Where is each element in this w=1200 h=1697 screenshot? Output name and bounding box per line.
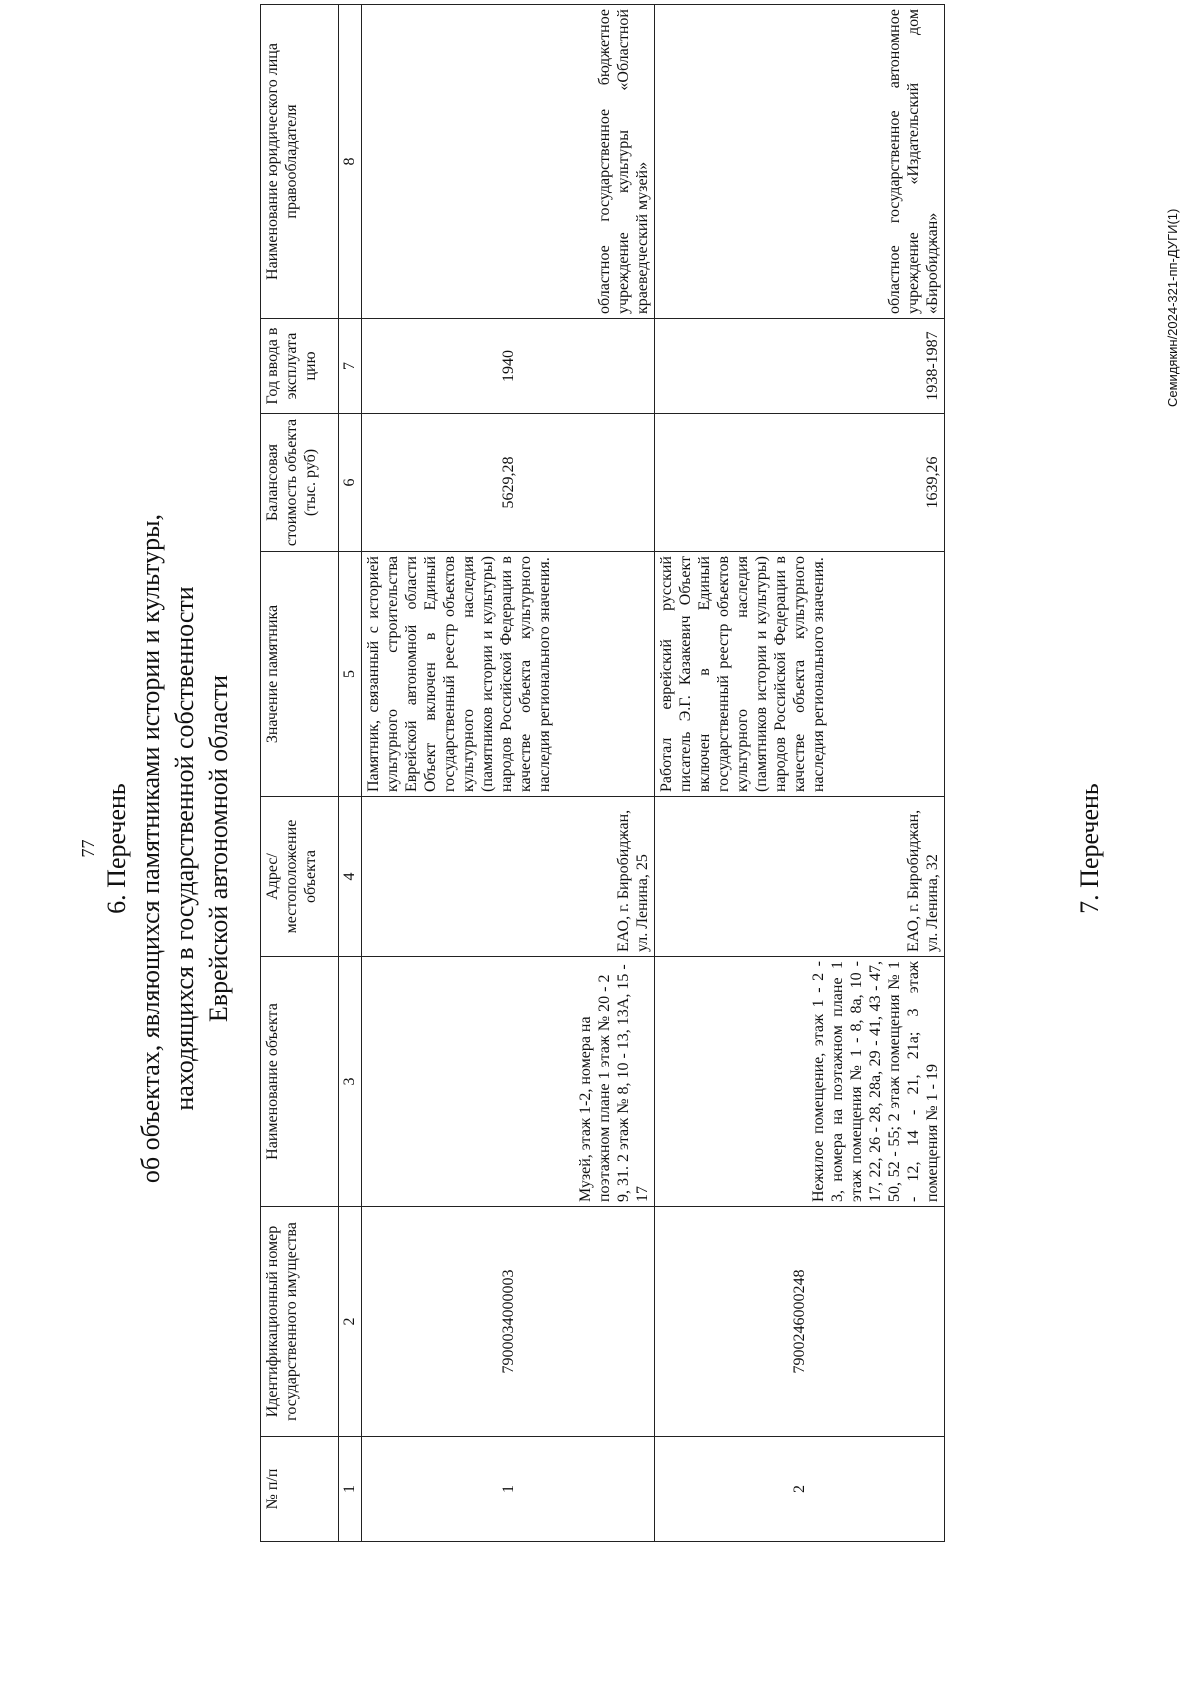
section-title-line-1: 6. Перечень bbox=[102, 783, 131, 914]
row-significance: Работал еврейский русский писатель Э.Г. Казакевич Объект включен в Единый государственный реестр объектов культурного наследия (памятников истории и культуры) народов Российской Федерации в качестве объекта культурного наследия регионального значения. bbox=[655, 552, 945, 797]
page-number: 77 bbox=[78, 839, 98, 858]
row-address: ЕАО, г. Биробиджан, ул. Ленина, 25 bbox=[362, 797, 655, 957]
section-title-line-2: об объектах, являющихся памятниками истории и культуры, bbox=[136, 513, 165, 1184]
column-number: 5 bbox=[339, 552, 362, 797]
row-holder: областное государственное бюджетное учреждение культуры «Областной краеведческий музей» bbox=[362, 5, 655, 319]
row-cost: 5629,28 bbox=[362, 414, 655, 552]
column-number: 4 bbox=[339, 797, 362, 957]
row-id: 7900034000003 bbox=[362, 1207, 655, 1437]
table-header-row bbox=[261, 5, 339, 1542]
document-id: Семидякин/2024-321-пп-ДУГИ(1) bbox=[1165, 208, 1180, 407]
header-name: Наименование объекта bbox=[261, 957, 339, 1207]
header-holder: Наименование юридического лица правообладателя bbox=[261, 5, 339, 319]
header-year: Год ввода в эксплуата цию bbox=[261, 319, 339, 414]
table-row bbox=[362, 5, 655, 1542]
column-number: 1 bbox=[339, 1437, 362, 1542]
column-number: 3 bbox=[339, 957, 362, 1207]
next-section-title: 7. Перечень bbox=[1075, 783, 1104, 914]
row-num: 1 bbox=[362, 1437, 655, 1542]
header-cost: Балансовая стоимость объекта (тыс. руб) bbox=[261, 414, 339, 552]
header-address: Адрес/ местоположение объекта bbox=[261, 797, 339, 957]
row-name: Музей, этаж 1-2, номера на поэтажном плане 1 этаж № 20 - 2 9, 31. 2 этаж № 8, 10 - 13, 13А, 15 - 17 bbox=[362, 957, 655, 1207]
column-number: 7 bbox=[339, 319, 362, 414]
column-number: 2 bbox=[339, 1207, 362, 1437]
row-num: 2 bbox=[655, 1437, 945, 1542]
section-title-line-4: Еврейской автономной области bbox=[204, 674, 233, 1023]
column-number: 8 bbox=[339, 5, 362, 319]
section-title bbox=[100, 0, 236, 1697]
table-row bbox=[655, 5, 945, 1542]
header-significance: Значение памятника bbox=[261, 552, 339, 797]
row-id: 7900246000248 bbox=[655, 1207, 945, 1437]
header-num: № п/п bbox=[261, 1437, 339, 1542]
row-year: 1938-1987 bbox=[655, 319, 945, 414]
row-significance: Памятник, связанный с историей культурного строительства Еврейской автономной области Объект включен в Единый государственный реестр объектов культурного наследия (памятников истории и культуры) народов Российской Федерации в качестве объекта культурного наследия регионального значения. bbox=[362, 552, 655, 797]
monuments-table bbox=[260, 4, 945, 1542]
row-holder: областное государственное автономное учреждение «Издательский дом «Биробиджан» bbox=[655, 5, 945, 319]
column-number: 6 bbox=[339, 414, 362, 552]
row-name: Нежилое помещение, этаж 1 - 2 - 3, номера на поэтажном плане 1 этаж помещения № 1 - 8, 8а, 10 - 17, 22, 26 - 28, 28а, 29 - 41, 43 - 47, 50, 52 - 55; 2 этаж помещения № 1 - 12, 14 - 21, 21а; 3 этаж помещения № 1 - 19 bbox=[655, 957, 945, 1207]
column-number-row bbox=[339, 5, 362, 1542]
header-id: Идентификационный номер государственного имущества bbox=[261, 1207, 339, 1437]
row-cost: 1639,26 bbox=[655, 414, 945, 552]
row-year: 1940 bbox=[362, 319, 655, 414]
row-address: ЕАО, г. Биробиджан, ул. Ленина, 32 bbox=[655, 797, 945, 957]
section-title-line-3: находящихся в государственной собственности bbox=[170, 586, 199, 1111]
